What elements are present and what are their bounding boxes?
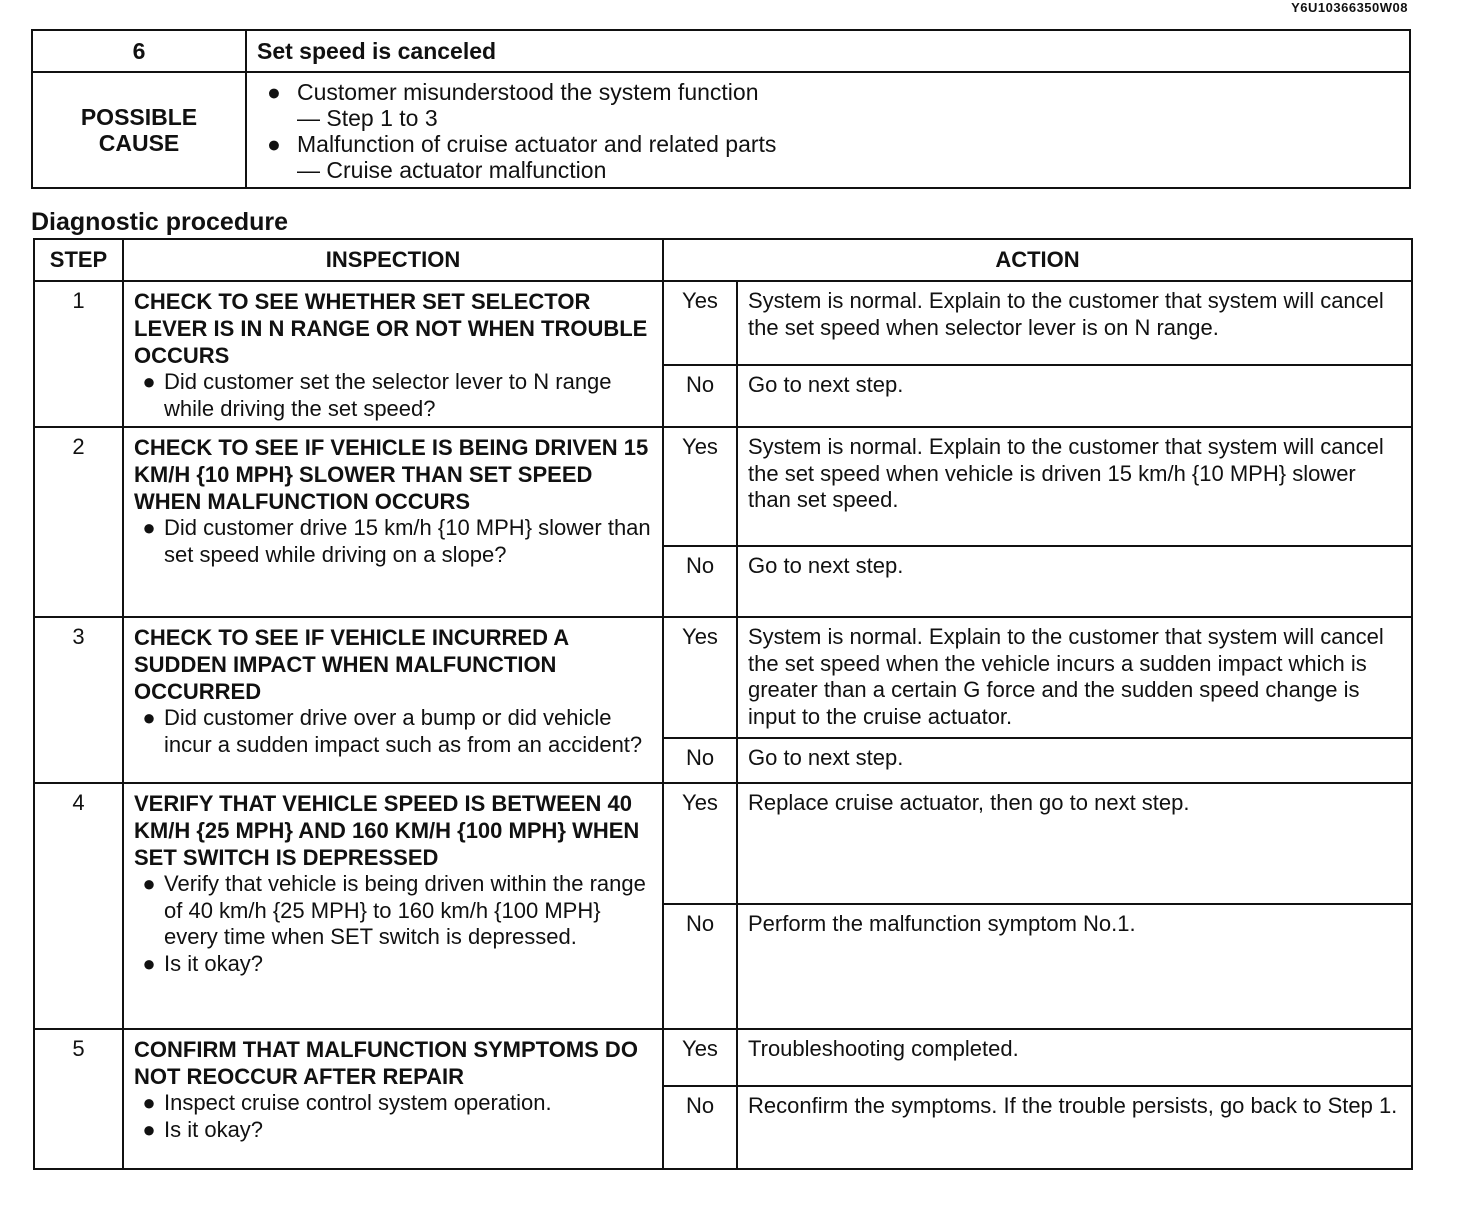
symptom-number: 6 xyxy=(32,30,246,72)
inspection-bullet: ● Did customer drive over a bump or did vehicle incur a sudden impact such as from an accident? xyxy=(134,705,654,758)
yes-action: Replace cruise actuator, then go to next step. xyxy=(737,783,1412,904)
possible-cause-table xyxy=(31,29,1411,189)
section-title: Diagnostic procedure xyxy=(31,208,288,236)
yes-action: System is normal. Explain to the customer that system will cancel the set speed when vehicle is driven 15 km/h {10 MPH} slower than set speed. xyxy=(737,427,1412,546)
cause-item: ● Customer misunderstood the system function xyxy=(267,79,759,105)
yes-label: Yes xyxy=(663,617,737,738)
bullet-icon: ● xyxy=(142,1116,156,1142)
step-row xyxy=(34,1029,1412,1086)
inspection-bullet: ● Inspect cruise control system operation. xyxy=(134,1090,654,1117)
possible-cause-label: POSSIBLE CAUSE xyxy=(32,72,246,188)
possible-cause-list xyxy=(246,72,1410,188)
inspection-bullet: ● Did customer set the selector lever to N range while driving the set speed? xyxy=(134,369,654,422)
step-number: 3 xyxy=(34,617,123,783)
inspection-cell xyxy=(123,783,663,1029)
yes-action: Troubleshooting completed. xyxy=(737,1029,1412,1086)
no-label: No xyxy=(663,738,737,783)
bullet-icon: ● xyxy=(142,1090,156,1115)
step-number: 2 xyxy=(34,427,123,617)
inspection-cell xyxy=(123,617,663,783)
no-label: No xyxy=(663,546,737,617)
no-action: Go to next step. xyxy=(737,546,1412,617)
bullet-icon: ● xyxy=(142,369,156,394)
step-number: 1 xyxy=(34,281,123,427)
inspection-cell xyxy=(123,1029,663,1169)
yes-label: Yes xyxy=(663,281,737,365)
step-header: STEP xyxy=(34,239,123,281)
action-header: ACTION xyxy=(663,239,1412,281)
yes-action: System is normal. Explain to the customer that system will cancel the set speed when selector lever is on N range. xyxy=(737,281,1412,365)
symptom-title: Set speed is canceled xyxy=(246,30,1410,72)
step-row xyxy=(34,427,1412,546)
yes-action: System is normal. Explain to the customer that system will cancel the set speed when the vehicle incurs a sudden impact which is greater than a certain G force and the sudden speed change is input to the cruise actuator. xyxy=(737,617,1412,738)
diagnostic-procedure-table xyxy=(33,238,1413,1170)
bullet-icon: ● xyxy=(267,79,281,105)
table-header-row xyxy=(34,239,1412,281)
step-number: 5 xyxy=(34,1029,123,1169)
step-row xyxy=(34,281,1412,365)
step-row xyxy=(34,617,1412,738)
no-action: Reconfirm the symptoms. If the trouble persists, go back to Step 1. xyxy=(737,1086,1412,1169)
no-action: Perform the malfunction symptom No.1. xyxy=(737,904,1412,1029)
document-code: Y6U10366350W08 xyxy=(1291,0,1408,15)
inspection-bullet: ● Is it okay? xyxy=(134,951,654,978)
inspection-cell xyxy=(123,427,663,617)
no-action: Go to next step. xyxy=(737,738,1412,783)
no-label: No xyxy=(663,365,737,427)
yes-label: Yes xyxy=(663,783,737,904)
inspection-title: CHECK TO SEE IF VEHICLE INCURRED A SUDDEN IMPACT WHEN MALFUNCTION OCCURRED xyxy=(134,625,569,704)
inspection-bullet: ● Is it okay? xyxy=(134,1117,654,1144)
inspection-bullet: ● Verify that vehicle is being driven within the range of 40 km/h {25 MPH} to 160 km/h {100 MPH} every time when SET switch is depressed. xyxy=(134,871,654,951)
yes-label: Yes xyxy=(663,427,737,546)
cause-sub-item: — Cruise actuator malfunction xyxy=(297,157,607,183)
yes-label: Yes xyxy=(663,1029,737,1086)
step-row xyxy=(34,783,1412,904)
bullet-icon: ● xyxy=(142,515,156,540)
no-label: No xyxy=(663,904,737,1029)
inspection-cell xyxy=(123,281,663,427)
inspection-title: VERIFY THAT VEHICLE SPEED IS BETWEEN 40 KM/H {25 MPH} AND 160 KM/H {100 MPH} WHEN SET SWITCH IS DEPRESSED xyxy=(134,791,640,870)
cause-item: ● Malfunction of cruise actuator and related parts xyxy=(267,131,777,157)
bullet-icon: ● xyxy=(142,871,156,896)
bullet-icon: ● xyxy=(142,950,156,976)
bullet-icon: ● xyxy=(142,705,156,730)
inspection-title: CHECK TO SEE IF VEHICLE IS BEING DRIVEN 15 KM/H {10 MPH} SLOWER THAN SET SPEED WHEN MALFUNCTION OCCURS xyxy=(134,435,649,514)
bullet-icon: ● xyxy=(267,131,281,157)
inspection-title: CHECK TO SEE WHETHER SET SELECTOR LEVER IS IN N RANGE OR NOT WHEN TROUBLE OCCURS xyxy=(134,289,648,368)
no-label: No xyxy=(663,1086,737,1169)
inspection-header: INSPECTION xyxy=(123,239,663,281)
cause-sub-item: — Step 1 to 3 xyxy=(297,105,438,131)
inspection-title: CONFIRM THAT MALFUNCTION SYMPTOMS DO NOT REOCCUR AFTER REPAIR xyxy=(134,1037,638,1089)
inspection-bullet: ● Did customer drive 15 km/h {10 MPH} slower than set speed while driving on a slope? xyxy=(134,515,654,568)
step-number: 4 xyxy=(34,783,123,1029)
no-action: Go to next step. xyxy=(737,365,1412,427)
